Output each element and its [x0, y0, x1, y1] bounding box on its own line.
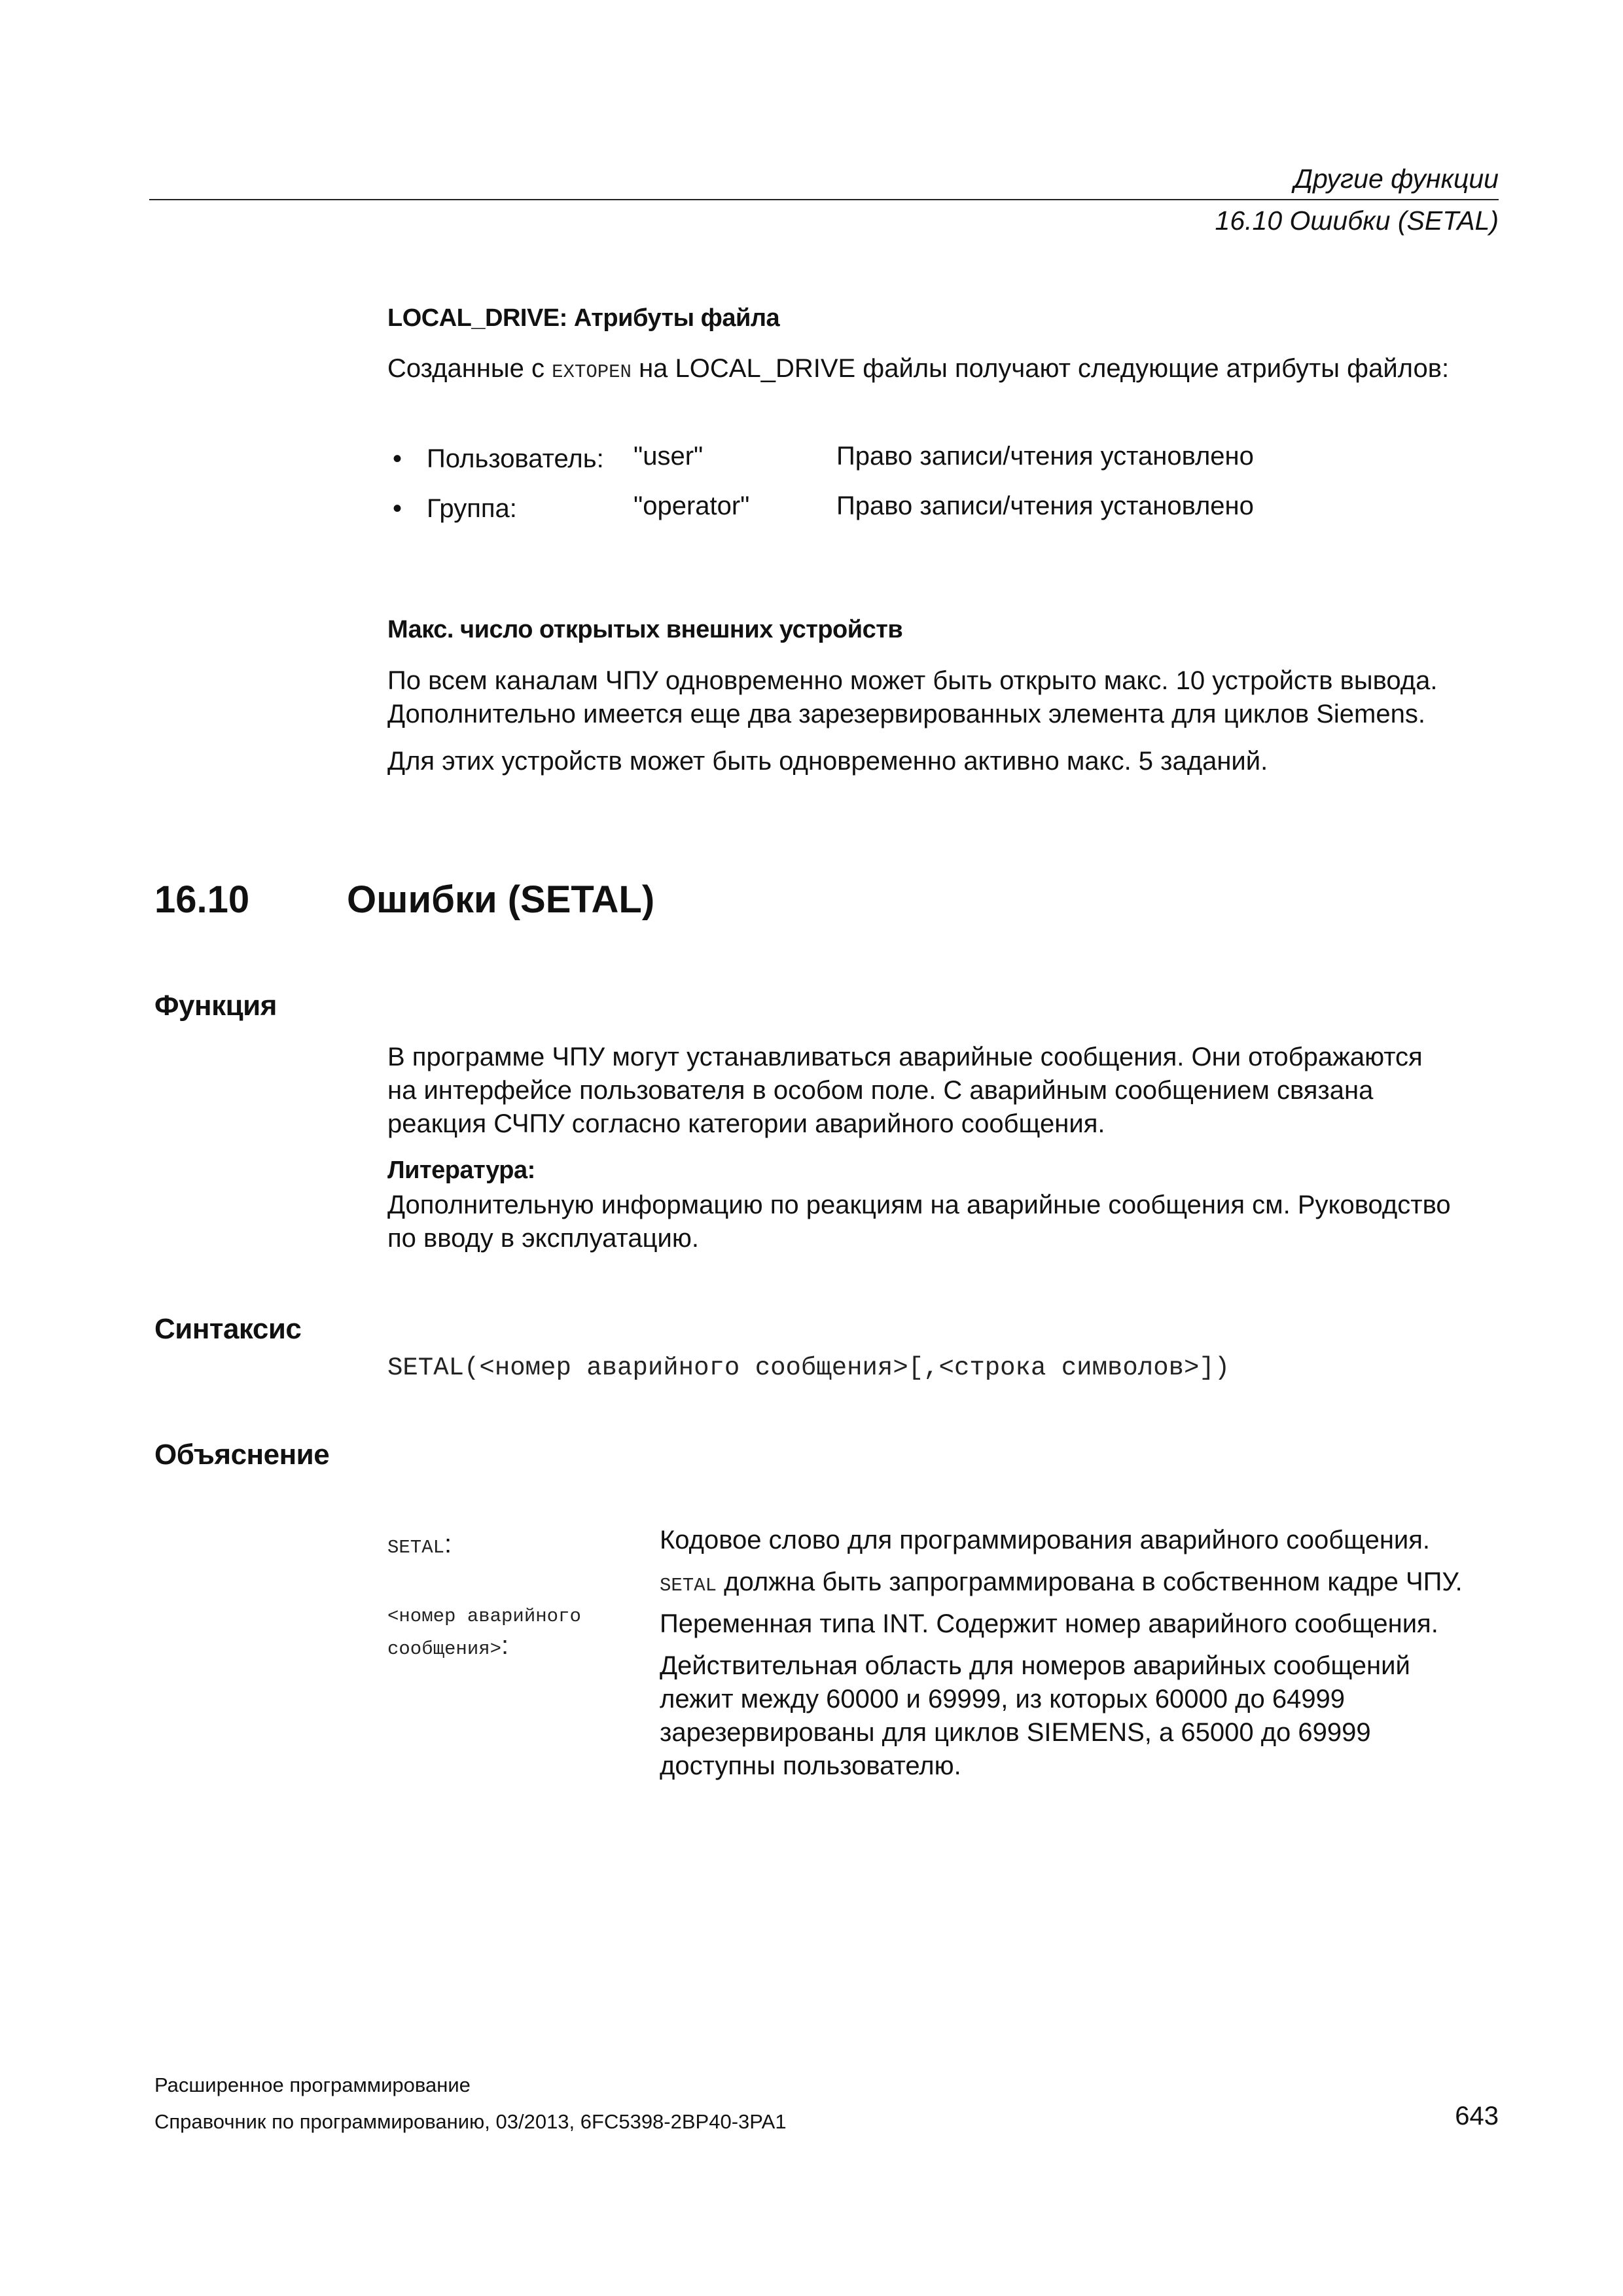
attribute-row-group-value: "operator" [633, 492, 750, 520]
max-devices-line-1: По всем каналам ЧПУ одновременно может быть открыто макс. 10 устройств вывода. [387, 666, 1438, 695]
page-number: 643 [1455, 2102, 1499, 2130]
term-line2-suffix: : [501, 1631, 509, 1660]
explanation-desc-alarm-line-2: Действительная область для номеров аварийных сообщений [660, 1651, 1410, 1680]
literature-line-1: Дополнительную информацию по реакциям на аварийные сообщения см. Руководство [387, 1191, 1451, 1219]
local-drive-intro [387, 352, 1449, 389]
term-code-setal: SETAL [387, 1537, 445, 1558]
function-line-3: реакция СЧПУ согласно категории аварийного сообщения. [387, 1109, 1105, 1138]
section-number: 16.10 [154, 878, 250, 921]
intro-text-before: Созданные с [387, 354, 552, 383]
attribute-row-user-value: "user" [633, 442, 704, 471]
running-header-section: 16.10 Ошибки (SETAL) [1215, 206, 1499, 236]
header-rule [149, 199, 1499, 200]
footer-doc-reference: Справочник по программированию, 03/2013, 6FC5398-2BP40-3PA1 [154, 2110, 787, 2133]
explanation-desc-alarm-line-5: доступны пользователю. [660, 1751, 961, 1780]
function-line-1: В программе ЧПУ могут устанавливаться аварийные сообщения. Они отображаются [387, 1043, 1423, 1071]
function-line-2: на интерфейсе пользователя в особом поле. С аварийным сообщением связана [387, 1076, 1374, 1105]
literature-line-2: по вводу в эксплуатацию. [387, 1224, 700, 1253]
attribute-row-user-label: • Пользователь: [427, 442, 604, 476]
intro-code-extopen: EXTOPEN [552, 361, 632, 383]
desc-text-rest: должна быть запрограммирована в собственном кадре ЧПУ. [717, 1568, 1463, 1596]
explanation-desc-alarm-line-1: Переменная типа INT. Содержит номер аварийного сообщения. [660, 1609, 1438, 1638]
explanation-desc-alarm-line-3: лежит между 60000 и 69999, из которых 60000 до 64999 [660, 1685, 1346, 1713]
max-devices-line-3: Для этих устройств может быть одновременно активно макс. 5 заданий. [387, 747, 1268, 776]
explanation-term-setal [387, 1528, 452, 1564]
desc-code-setal: SETAL [660, 1575, 717, 1596]
running-header-chapter: Другие функции [1294, 164, 1499, 194]
syntax-heading: Синтаксис [154, 1313, 302, 1345]
syntax-code: SETAL(<номер аварийного сообщения>[,<строка символов>]) [387, 1354, 1230, 1382]
attribute-row-user-rights: Право записи/чтения установлено [836, 442, 1254, 471]
max-devices-line-2: Дополнительно имеется еще два зарезервированных элемента для циклов Siemens. [387, 700, 1425, 728]
explanation-desc-setal-line-1: Кодовое слово для программирования аварийного сообщения. [660, 1526, 1431, 1554]
attribute-row-group-rights: Право записи/чтения установлено [836, 492, 1254, 520]
explanation-desc-alarm-line-4: зарезервированы для циклов SIEMENS, а 65000 до 69999 [660, 1718, 1371, 1747]
section-title: Ошибки (SETAL) [347, 878, 655, 921]
term-line2-text: сообщения> [387, 1638, 502, 1660]
local-drive-heading: LOCAL_DRIVE: Атрибуты файла [387, 304, 780, 332]
max-devices-heading: Макс. число открытых внешних устройств [387, 616, 903, 643]
literature-heading: Литература: [387, 1157, 535, 1184]
explanation-desc-setal-line-2 [660, 1566, 1463, 1602]
explanation-term-alarm-number-line-1: <номер аварийного [387, 1605, 581, 1627]
explanation-term-alarm-number-line-2 [387, 1631, 508, 1664]
intro-text-after: на LOCAL_DRIVE файлы получают следующие атрибуты файлов: [631, 354, 1450, 383]
footer-book-title: Расширенное программирование [154, 2073, 471, 2096]
attribute-row-group-label: • Группа: [427, 492, 517, 526]
function-heading: Функция [154, 990, 277, 1022]
explanation-heading: Объяснение [154, 1439, 330, 1471]
term-suffix: : [444, 1530, 452, 1558]
